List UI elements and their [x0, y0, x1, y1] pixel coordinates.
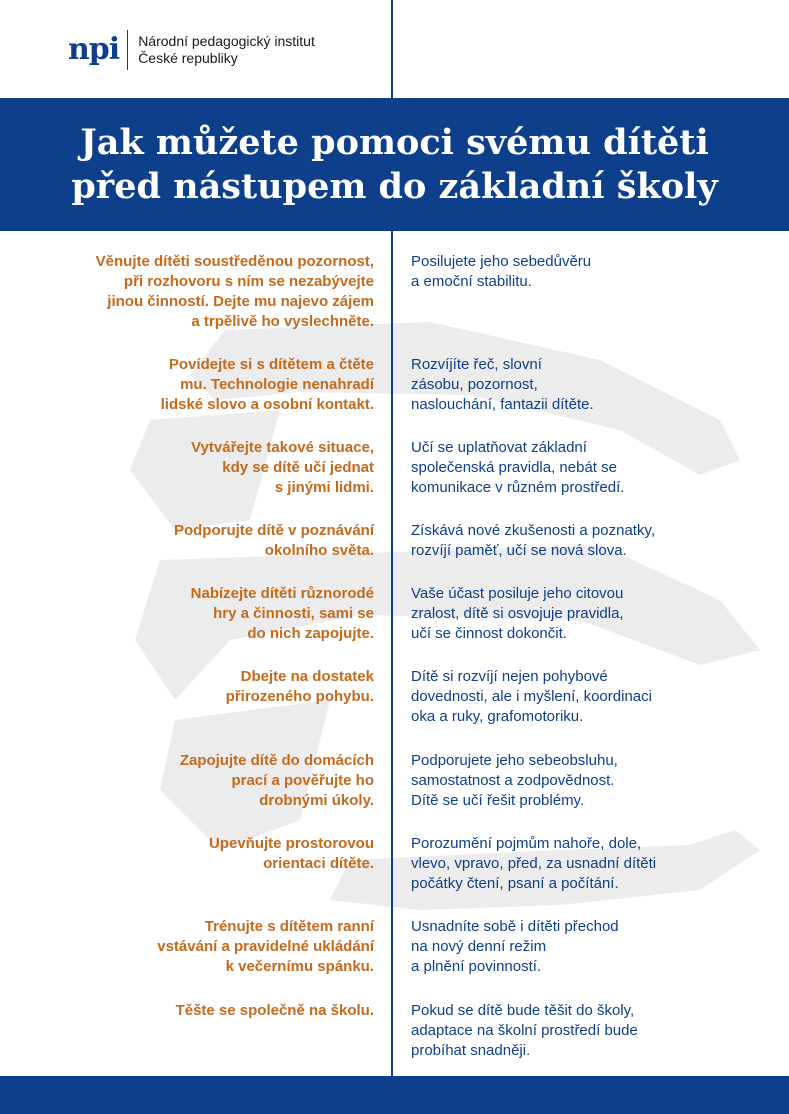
advice-text [34, 355, 374, 415]
benefit-line: probíhat snadněji. [411, 1042, 531, 1059]
benefit-line: adaptace na školní prostředí bude [411, 1022, 638, 1039]
benefit-text [411, 751, 751, 811]
benefit-line: vlevo, vpravo, před, za usnadní dítěti [411, 855, 657, 872]
advice-line: Podporujte dítě v poznávání [173, 522, 374, 539]
advice-line: kdy se dítě učí jednat [222, 459, 374, 476]
benefit-line: Posilujete jeho sebedůvěru [411, 253, 592, 270]
advice-text [34, 252, 374, 332]
benefit-text [411, 438, 751, 498]
benefit-text [411, 584, 751, 644]
footer-bar [0, 1076, 789, 1114]
benefit-line: a plnění povinností. [411, 958, 542, 975]
advice-line: do nich zapojujte. [247, 625, 374, 642]
benefit-line: rozvíjí paměť, učí se nová slova. [411, 542, 627, 559]
benefit-line: na nový denní režim [411, 938, 547, 955]
advice-line: lidské slovo a osobní kontakt. [160, 396, 374, 413]
advice-line: Povídejte si s dítětem a čtěte [168, 356, 374, 373]
benefit-text [411, 1001, 751, 1061]
advice-line: s jinými lidmi. [274, 479, 374, 496]
benefit-line: učí se činnost dokončit. [411, 625, 567, 642]
benefit-text [411, 521, 751, 561]
benefit-text [411, 667, 751, 727]
logo-mark: npi [68, 32, 120, 67]
advice-line: prací a pověřujte ho [231, 772, 374, 789]
advice-line: Nabízejte dítěti různorodé [190, 585, 374, 602]
advice-line: mu. Technologie nenahradí [180, 376, 374, 393]
advice-line: Dbejte na dostatek [240, 668, 374, 685]
advice-line: a trpělivě ho vyslechněte. [191, 313, 374, 330]
benefit-text [411, 355, 751, 415]
benefit-line: společenská pravidla, nebát se [411, 459, 617, 476]
advice-line: jinou činností. Dejte mu najevo zájem [107, 293, 374, 310]
advice-line: Těšte se společně na školu. [175, 1002, 374, 1019]
advice-line: přirozeného pohybu. [225, 688, 374, 705]
advice-line: okolního světa. [264, 542, 374, 559]
page-title: před nástupem do základní školy [71, 165, 718, 207]
benefit-text [411, 252, 751, 292]
benefit-line: Dítě se učí řešit problémy. [411, 792, 585, 809]
benefit-line: Pokud se dítě bude těšit do školy, [411, 1002, 635, 1019]
benefit-line: samostatnost a zodpovědnost. [411, 772, 615, 789]
advice-line: drobnými úkoly. [259, 792, 374, 809]
advice-text [34, 521, 374, 561]
advice-line: Zapojujte dítě do domácích [179, 752, 374, 769]
advice-line: hry a činnosti, sami se [213, 605, 374, 622]
advice-text [34, 438, 374, 498]
page-title: Jak můžete pomoci svému dítěti [80, 121, 709, 163]
benefit-line: zralost, dítě si osvojuje pravidla, [411, 605, 624, 622]
benefit-line: zásobu, pozornost, [411, 376, 538, 393]
title-banner [0, 98, 789, 231]
benefit-line: dovednosti, ale i myšlení, koordinaci [411, 688, 652, 705]
advice-text [34, 1001, 374, 1021]
institute-name-line: Národní pedagogický institut [138, 33, 315, 49]
advice-line: Věnujte dítěti soustředěnou pozornost, [95, 253, 374, 270]
logo [68, 26, 315, 74]
benefit-line: počátky čtení, psaní a počítání. [411, 875, 619, 892]
advice-text [34, 667, 374, 707]
benefit-text [411, 834, 751, 894]
logo-separator [127, 30, 128, 70]
institute-name-line: České republiky [138, 50, 238, 66]
advice-line: orientaci dítěte. [263, 855, 374, 872]
benefit-line: Porozumění pojmům nahoře, dole, [411, 835, 642, 852]
benefit-line: oka a ruky, grafomotoriku. [411, 708, 584, 725]
advice-text [34, 834, 374, 874]
benefit-line: Získává nové zkušenosti a poznatky, [411, 522, 656, 539]
advice-line: vstávání a pravidelné ukládání [157, 938, 374, 955]
advice-text [34, 584, 374, 644]
advice-line: Upevňujte prostorovou [208, 835, 374, 852]
benefit-line: Dítě si rozvíjí nejen pohybové [411, 668, 608, 685]
benefit-line: Vaše účast posiluje jeho citovou [411, 585, 624, 602]
benefit-line: a emoční stabilitu. [411, 273, 532, 290]
advice-text [34, 751, 374, 811]
benefit-line: Rozvíjíte řeč, slovní [411, 356, 542, 373]
advice-line: Trénujte s dítětem ranní [204, 918, 374, 935]
benefit-line: Učí se uplatňovat základní [411, 439, 587, 456]
benefit-line: komunikace v různém prostředí. [411, 479, 625, 496]
advice-line: k večernímu spánku. [225, 958, 374, 975]
benefit-line: Usnadníte sobě i dítěti přechod [411, 918, 619, 935]
benefit-line: naslouchání, fantazii dítěte. [411, 396, 594, 413]
advice-line: Vytvářejte takové situace, [191, 439, 374, 456]
advice-line: při rozhovoru s ním se nezabývejte [123, 273, 374, 290]
institute-name [138, 33, 315, 67]
advice-text [34, 917, 374, 977]
benefit-line: Podporujete jeho sebeobsluhu, [411, 752, 618, 769]
benefit-text [411, 917, 751, 977]
